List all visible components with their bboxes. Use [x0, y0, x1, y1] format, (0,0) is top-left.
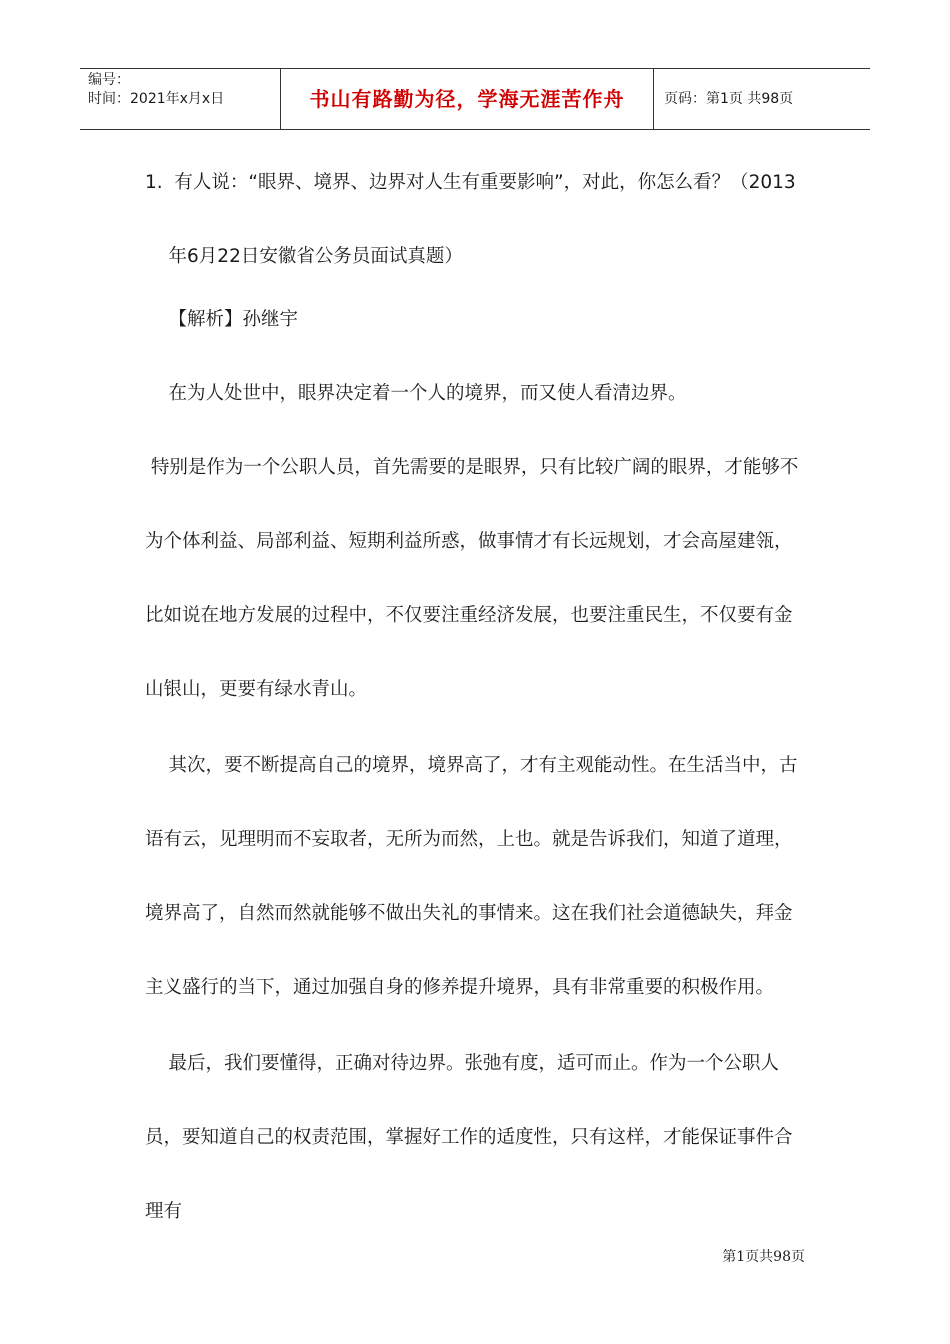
paragraph-vision: 特别是作为一个公职人员，首先需要的是眼界，只有比较广阔的眼界，才能够不为个体利益、局部利益、短期利益所惑，做事情才有长远规划，才会高屋建瓴，比如说在地方发展的过程中，不仅要注重经济发展，也要注重民生，不仅要有金山银山，更要有绿水青山。 — [145, 457, 799, 700]
analysis-heading: 【解析】孙继宇 — [145, 309, 299, 330]
document-header — [80, 68, 870, 130]
paragraph-intro: 在为人处世中，眼界决定着一个人的境界，而又使人看清边界。 — [145, 383, 687, 404]
paragraph-boundary: 最后，我们要懂得，正确对待边界。张弛有度，适可而止。作为一个公职人员，要知道自己的权责范围，掌握好工作的适度性，只有这样，才能保证事件合理有 — [145, 1053, 793, 1222]
header-motto: 书山有路勤为径，学海无涯苦作舟 — [309, 87, 625, 111]
footer-page-number: 第1页共98页 — [722, 1249, 805, 1265]
question-text: 1. 有人说：“眼界、境界、边界对人生有重要影响”，对此，你怎么看？（2013 年6月22日安徽省公务员面试真题） — [145, 172, 796, 267]
document-number-label: 编号： — [88, 72, 130, 88]
header-page-cell — [654, 69, 870, 129]
document-date-label: 时间：2021年x月x日 — [88, 91, 225, 107]
header-page-number: 页码：第1页 共98页 — [664, 91, 794, 107]
paragraph-realm: 其次，要不断提高自己的境界，境界高了，才有主观能动性。在生活当中，古语有云，见理明而不妄取者，无所为而然，上也。就是告诉我们，知道了道理，境界高了，自然而然就能够不做出失礼的事情来。这在我们社会道德缺失，拜金主义盛行的当下，通过加强自身的修养提升境界，具有非常重要的积极作用。 — [145, 755, 798, 998]
header-meta-cell — [80, 69, 280, 129]
header-motto-cell — [280, 69, 654, 129]
